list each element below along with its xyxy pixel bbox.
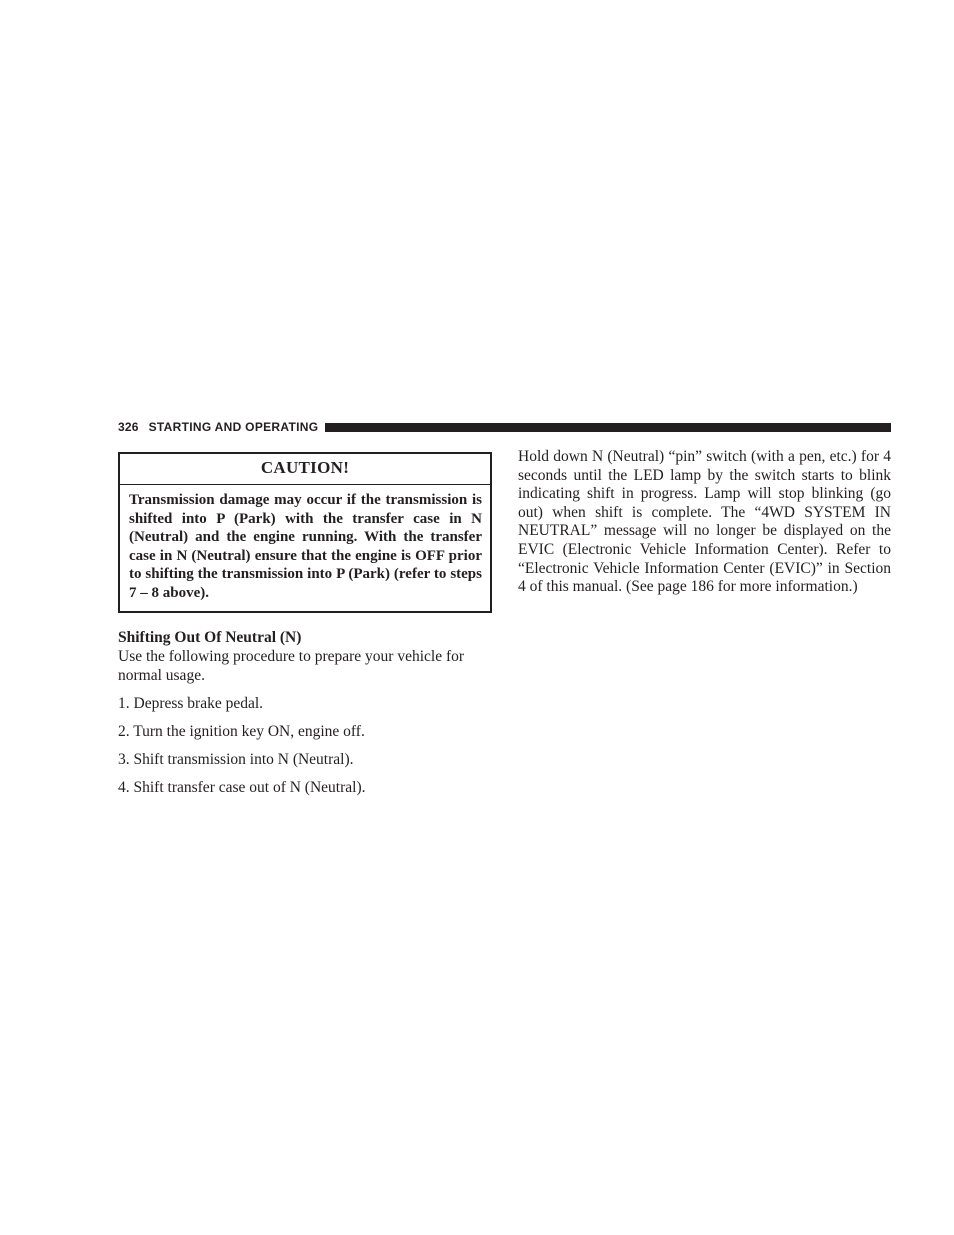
step-item: 1. Depress brake pedal. (118, 695, 264, 712)
page-header (118, 419, 891, 435)
left-column (118, 628, 492, 807)
step-item: 3. Shift transmission into N (Neutral). (118, 751, 354, 768)
page-number: 326 (118, 420, 139, 434)
step-item: 2. Turn the ignition key ON, engine off. (118, 723, 365, 740)
body-paragraph: Hold down N (Neutral) “pin” switch (with a pen, etc.) for 4 seconds until the LED lamp by the switch starts to blink indicating shift in progress. Lamp will stop blinking (go out) when shift is complete. The “4WD SYSTEM IN NEUTRAL” message will no longer be displayed on the EVIC (Electronic Vehicle Information Center). Refer to “Electronic Vehicle Information Center (EVIC)” in Section 4 of this manual. (See page 186 for more information.) (518, 448, 891, 596)
section-title: STARTING AND OPERATING (148, 420, 319, 434)
caution-text: Transmission damage may occur if the transmission is shifted into P (Park) with the transfer case in N (Neutral) and the engine running. With the transfer case in N (Neutral) ensure that the engine is OFF prior to shifting the transmission into P (Park) (refer to steps 7 – 8 above). (129, 492, 482, 601)
caution-title: CAUTION! (120, 454, 490, 485)
header-rule (325, 423, 891, 432)
step-item: 4. Shift transfer case out of N (Neutral). (118, 779, 366, 796)
intro-paragraph: Use the following procedure to prepare your vehicle for normal usage. (118, 648, 465, 684)
step-list (118, 695, 492, 798)
caution-box (118, 452, 492, 613)
right-column (518, 448, 891, 597)
section-subheading: Shifting Out Of Neutral (N) (118, 629, 302, 646)
